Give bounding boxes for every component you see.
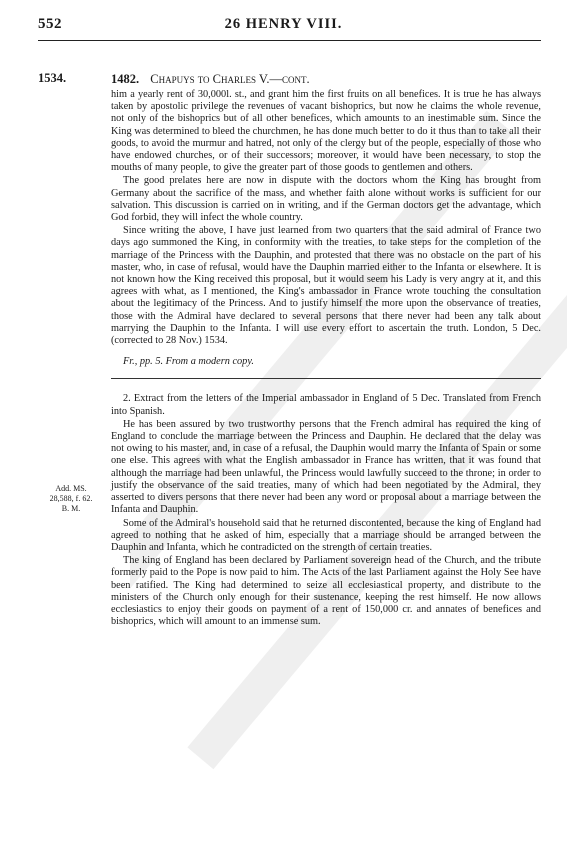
running-title: 26 HENRY VIII. (224, 16, 343, 32)
running-head (0, 16, 567, 38)
page-number: 552 (38, 16, 62, 32)
paragraph: him a yearly rent of 30,000l. st., and grant him the first fruits on all benefices. It is true he has always taken by apostolic privilege the revenues of vacant bishoprics, but now he claims the whole revenue, not only of the bishoprics but of all other benefices, which amounts to an inestimable sum. Since the King was determined to bleed the churchmen, he has done much better to do it thus than to take all their goods, to avoid the murmur and hatred, not only of the clergy but of the people, especially of those who have endowed churches, or of their successors; moreover, it would have been necessary, to stop the mouths of many people, to give the greater part of those goods to gentlemen and others. (111, 89, 541, 174)
margin-ref-line-1: Add. MS. (55, 484, 87, 493)
section-divider (111, 378, 541, 379)
year-marker: 1534. (38, 71, 67, 85)
paragraph: Since writing the above, I have just learned from two quarters that the said admiral of France two days ago summoned the King, in conformity with the treaties, to take steps for the completion of the marriage of the Princess with the Dauphin, and protested that there was no obstacle on the part of his master, who, in case of refusal, would have the Dauphin married either to the Infanta or elsewhere. It is not known how the King received this proposal, but it would seem his Lady is very angry at it, and this agrees with what, as I mentioned, the King's ambassador in France wrote touching the consultation about the legitimacy of the Princess. And to justify himself the more upon the observance of treaties, those with the Admiral have declared to several persons that there never had been any talk about marrying the Dauphin to the Infanta. I will use every effort to ascertain the truth. London, 5 Dec. (corrected to 28 Nov.) 1534. (111, 225, 541, 347)
entry-2 (111, 393, 541, 628)
paragraph: The good prelates here are now in dispute with the doctors whom the King has brought from Germany about the sacrifice of the mass, and whether faith alone without works is sufficient for our salvation. This discussion is carried on in writing, and if the German doctors get the advantage, which God forbid, they will infect the whole country. (111, 175, 541, 224)
header-rule (38, 40, 541, 41)
margin-ref-line-3: B. M. (61, 504, 81, 513)
margin-ref-line-2: 28,588, f. 62. (49, 494, 93, 503)
entry-title: Chapuys to Charles V.—cont. (150, 72, 310, 86)
source-note: Fr., pp. 5. From a modern copy. (123, 356, 254, 368)
paragraph: Some of the Admiral's household said that he returned discontented, because the king of England had agreed to nothing that he asked of him, especially that a marriage should be arranged between the Dauphin and Infanta, which he contradicted on the strength of certain treaties. (111, 517, 541, 553)
paragraph: He has been assured by two trustworthy persons that the French admiral has required the king of England to conclude the marriage between the Princess and Dauphin. He declared that the delay was not owing to his master, and, in case of a refusal, the Dauphin would marry the Infanta of Spain or some one else. This agrees with what the English ambassador in France has written, that it was found that although the marriage had been unlawful, the Princess would lawfully succeed to the throne; in order to justify the observance of the said treaties, many of which had been negotiated by the Admiral, they asserted to divers persons that there never had been any word or proposal about a marriage between the Infanta and Dauphin. (111, 418, 541, 516)
main-text (111, 71, 541, 628)
entry-lead: 2. Extract from the letters of the Imperial ambassador in England of 5 Dec. Translated from French into Spanish. (111, 393, 541, 417)
entry-heading (111, 71, 541, 88)
paragraph: The king of England has been declared by Parliament sovereign head of the Church, and the tribute formerly paid to the Pope is now paid to him. The Acts of the last Parliament against the Holy See have been ratified. The King had determined to seize all ecclesiastical property, and distribute to the ministers of the Church only enough for their sustenance, keeping the rest himself. He now allows ecclesiastics to enjoy their goods on payment of a rent of 150,000 cr. and annates of benefices and bishoprics, which will amount to an immense sum. (111, 555, 541, 628)
entry-number: 1482. (111, 72, 140, 86)
